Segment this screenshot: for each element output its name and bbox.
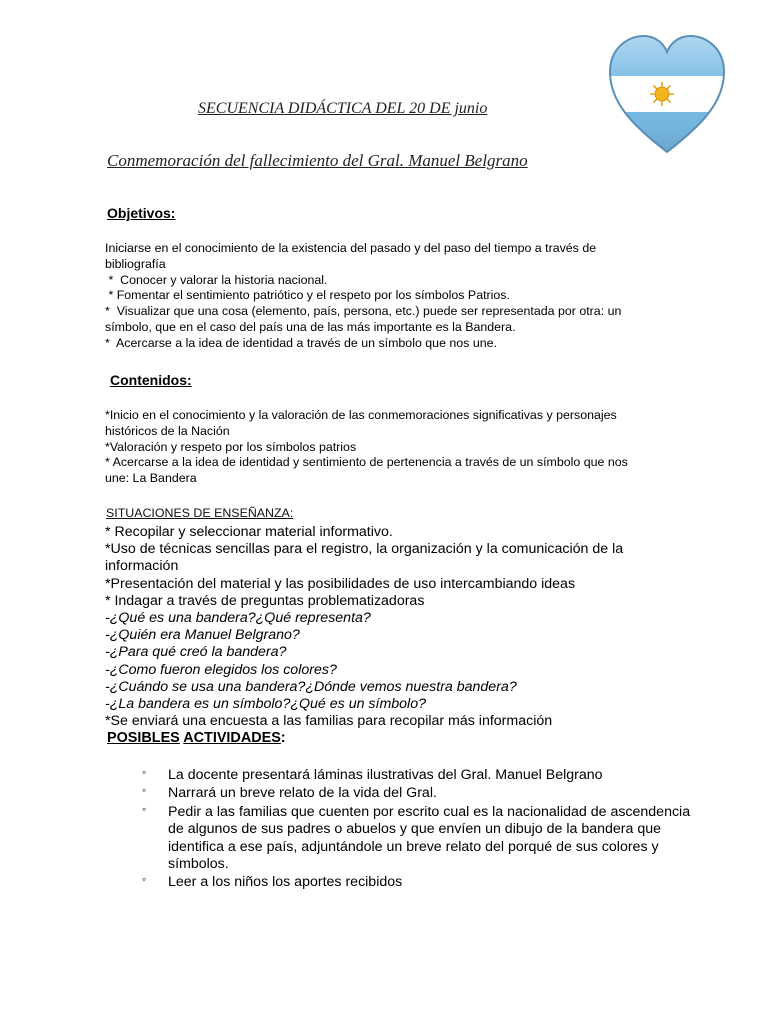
- sun-of-may-icon: [650, 82, 674, 106]
- objetivos-line: * Visualizar que una cosa (elemento, país, persona, etc.) puede ser representada por otra: un: [105, 304, 622, 319]
- hollow-bullet-icon: ◦: [142, 801, 147, 816]
- actividad-text: La docente presentará láminas ilustrativas del Gral. Manuel Belgrano: [168, 767, 603, 783]
- situaciones-closing: *Se enviará una encuesta a las familias para recopilar más información: [105, 713, 553, 730]
- actividades-heading-colon: :: [280, 730, 286, 746]
- document-title: SECUENCIA DIDÁCTICA DEL 20 DE junio: [198, 100, 488, 117]
- question-line: -¿Qué es una bandera?¿Qué representa?: [105, 610, 371, 627]
- situaciones-line: *Presentación del material y las posibilidades de uso intercambiando ideas: [105, 575, 576, 592]
- hollow-bullet-icon: ◦: [142, 872, 147, 887]
- question-line: -¿La bandera es un símbolo?¿Qué es un símbolo?: [105, 696, 426, 713]
- actividades-heading-word2: ACTIVIDADES: [183, 730, 281, 746]
- actividades-heading-word1: POSIBLES: [107, 730, 180, 746]
- objetivos-list: [105, 241, 621, 352]
- hollow-bullet-icon: ◦: [142, 783, 147, 798]
- contenidos-line: históricos de la Nación: [105, 423, 230, 438]
- list-item: [142, 785, 702, 802]
- situaciones-line: * Indagar a través de preguntas problematizadoras: [105, 592, 425, 609]
- list-item: [142, 874, 702, 891]
- actividad-text: Leer a los niños los aportes recibidos: [168, 874, 403, 891]
- situaciones-line: *Uso de técnicas sencillas para el registro, la organización y la comunicación de la: [105, 541, 624, 558]
- actividades-heading: [107, 730, 286, 746]
- contenidos-list: [105, 408, 628, 487]
- list-item: [142, 767, 702, 784]
- objetivos-heading: Objetivos:: [107, 205, 176, 221]
- argentina-heart-flag-image: [606, 32, 728, 156]
- question-line: -¿Como fueron elegidos los colores?: [105, 661, 337, 678]
- question-line: -¿Quién era Manuel Belgrano?: [105, 627, 300, 644]
- situaciones-line: * Recopilar y seleccionar material informativo.: [105, 524, 393, 540]
- situaciones-list: [105, 524, 623, 730]
- actividad-text: Pedir a las familias que cuenten por escrito cual es la nacionalidad de ascendencia de algunos de sus padres o abuelos y que envíen un dibujo de la bandera que identifica a ese país, adjuntándole un breve relato del porqué de sus colores y símbolos.: [168, 803, 691, 873]
- objetivos-line: * Acercarse a la idea de identidad a través de un símbolo que nos une.: [105, 335, 497, 350]
- contenidos-line: *Valoración y respeto por los símbolos patrios: [105, 439, 357, 454]
- contenidos-heading: Contenidos:: [110, 372, 192, 388]
- question-line: -¿Cuándo se usa una bandera?¿Dónde vemos nuestra bandera?: [105, 678, 517, 695]
- hollow-bullet-icon: ◦: [142, 765, 147, 779]
- objetivos-line: símbolo, que en el caso del país una de las más importante es la Bandera.: [105, 319, 516, 334]
- contenidos-line: une: La Bandera: [105, 471, 197, 486]
- objetivos-line: * Fomentar el sentimiento patriótico y el respeto por los símbolos Patrios.: [105, 288, 510, 303]
- objetivos-line: * Conocer y valorar la historia nacional.: [105, 272, 328, 287]
- situaciones-heading: SITUACIONES DE ENSEÑANZA:: [106, 506, 294, 520]
- objetivos-line: bibliografía: [105, 256, 166, 271]
- objetivos-line: Iniciarse en el conocimiento de la existencia del pasado y del paso del tiempo a través de: [105, 241, 597, 255]
- actividades-list: [142, 767, 702, 893]
- contenidos-line: * Acercarse a la idea de identidad y sentimiento de pertenencia a través de un símbolo que nos: [105, 455, 628, 470]
- list-item: [142, 801, 702, 874]
- document-subtitle: Conmemoración del fallecimiento del Gral. Manuel Belgrano: [107, 151, 528, 170]
- question-line: -¿Para qué creó la bandera?: [105, 644, 287, 661]
- contenidos-line: *Inicio en el conocimiento y la valoración de las conmemoraciones significativas y personajes: [105, 408, 617, 422]
- situaciones-line: información: [105, 558, 179, 575]
- actividad-text: Narrará un breve relato de la vida del Gral.: [168, 785, 437, 802]
